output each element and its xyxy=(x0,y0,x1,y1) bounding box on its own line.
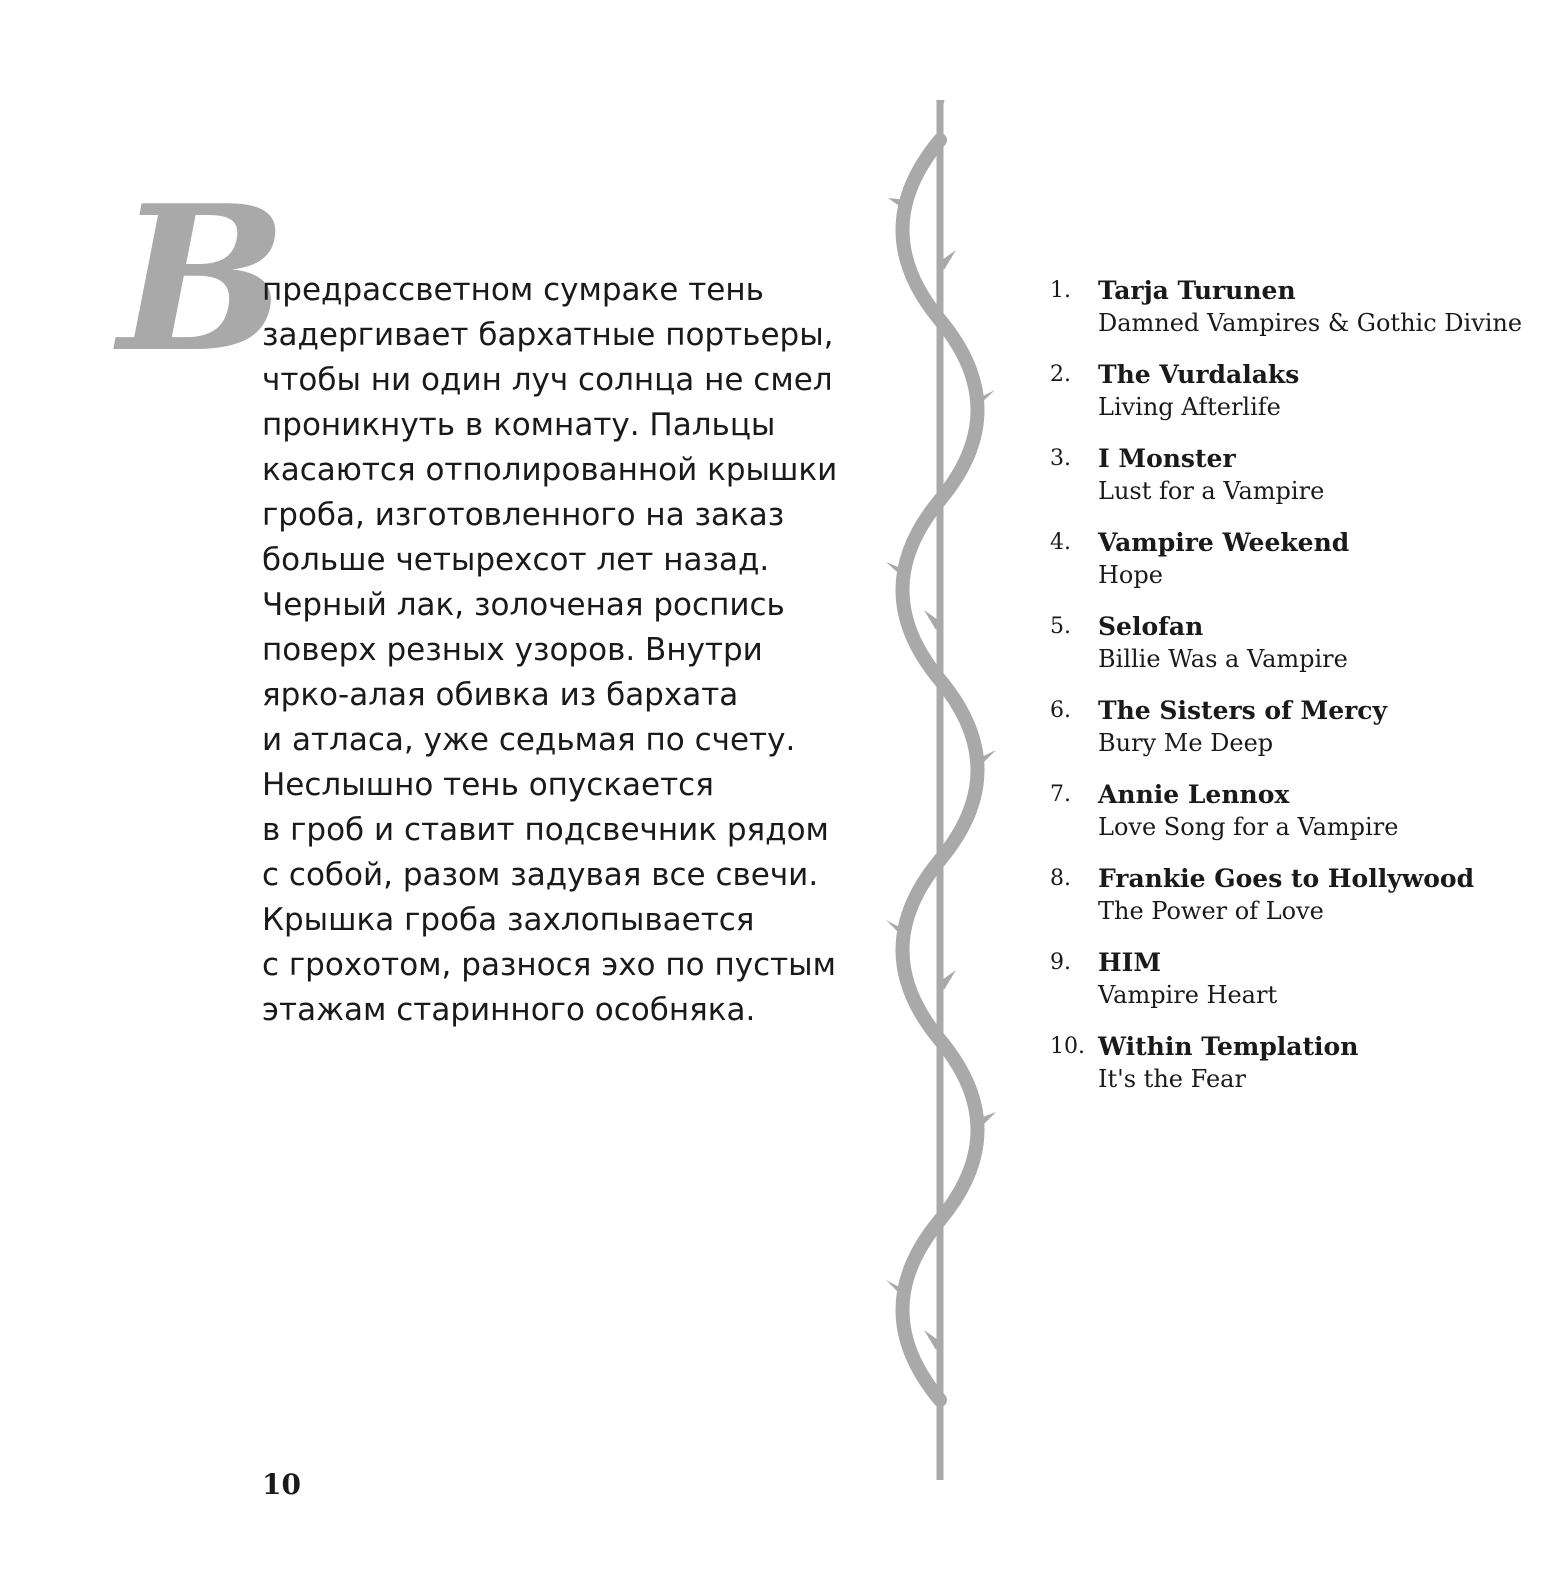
track-artist: The Vurdalaks xyxy=(1098,360,1300,389)
track-title: It's the Fear xyxy=(1098,1065,1246,1093)
track-artist: HIM xyxy=(1098,948,1161,977)
track-artist: The Sisters of Mercy xyxy=(1098,696,1388,725)
track-number: 6. xyxy=(1050,698,1071,723)
track-number: 8. xyxy=(1050,866,1071,891)
track-artist: I Monster xyxy=(1098,444,1236,473)
prose-line: задергивает бархатные портьеры, xyxy=(262,317,834,353)
track-number: 4. xyxy=(1050,530,1071,555)
track-item xyxy=(1050,442,1530,508)
track-artist: Vampire Weekend xyxy=(1098,528,1350,557)
track-item xyxy=(1050,358,1530,424)
prose-line: Неслышно тень опускается xyxy=(262,767,714,803)
track-item xyxy=(1050,274,1530,340)
page-number: 10 xyxy=(262,1468,301,1501)
track-title: Billie Was a Vampire xyxy=(1098,645,1348,673)
track-title: Vampire Heart xyxy=(1098,981,1278,1009)
track-item xyxy=(1050,946,1530,1012)
prose-line: касаются отполированной крышки xyxy=(262,452,838,488)
prose-line: предрассветном сумраке тень xyxy=(262,272,764,308)
drop-cap: В xyxy=(118,162,288,397)
track-item xyxy=(1050,694,1530,760)
track-artist: Annie Lennox xyxy=(1098,780,1290,809)
prose-line: гроба, изготовленного на заказ xyxy=(262,497,785,533)
prose-line: ярко-алая обивка из бархата xyxy=(262,677,739,713)
track-list xyxy=(1050,274,1530,1114)
track-artist: Within Templation xyxy=(1098,1032,1359,1061)
prose-line: Крышка гроба захлопывается xyxy=(262,902,755,938)
prose-line: с собой, разом задувая все свечи. xyxy=(262,857,819,893)
track-item xyxy=(1050,862,1530,928)
track-item xyxy=(1050,610,1530,676)
track-artist: Frankie Goes to Hollywood xyxy=(1098,864,1475,893)
prose-line: в гроб и ставит подсвечник рядом xyxy=(262,812,829,848)
track-number: 10. xyxy=(1050,1034,1085,1059)
track-number: 2. xyxy=(1050,362,1071,387)
track-number: 5. xyxy=(1050,614,1071,639)
track-title: Damned Vampires & Gothic Divine xyxy=(1098,309,1523,337)
prose-paragraph xyxy=(262,268,882,1033)
track-title: Lust for a Vampire xyxy=(1098,477,1325,505)
track-number: 7. xyxy=(1050,782,1071,807)
track-title: The Power of Love xyxy=(1098,897,1324,925)
track-item xyxy=(1050,1030,1530,1096)
track-item xyxy=(1050,778,1530,844)
track-title: Love Song for a Vampire xyxy=(1098,813,1399,841)
track-number: 1. xyxy=(1050,278,1071,303)
prose-line: этажам старинного особняка. xyxy=(262,992,756,1028)
prose-line: с грохотом, разнося эхо по пустым xyxy=(262,947,837,983)
track-number: 9. xyxy=(1050,950,1071,975)
prose-line: и атласа, уже седьмая по счету. xyxy=(262,722,796,758)
prose-line: больше четырехсот лет назад. xyxy=(262,542,770,578)
track-title: Bury Me Deep xyxy=(1098,729,1274,757)
prose-line: поверх резных узоров. Внутри xyxy=(262,632,763,668)
track-title: Hope xyxy=(1098,561,1163,589)
prose-line: проникнуть в комнату. Пальцы xyxy=(262,407,776,443)
track-number: 3. xyxy=(1050,446,1071,471)
prose-line: чтобы ни один луч солнца не смел xyxy=(262,362,833,398)
track-item xyxy=(1050,526,1530,592)
track-artist: Tarja Turunen xyxy=(1098,276,1296,305)
thorny-vine-ornament xyxy=(880,100,1030,1480)
track-title: Living Afterlife xyxy=(1098,393,1281,421)
track-artist: Selofan xyxy=(1098,612,1204,641)
prose-line: Черный лак, золоченая роспись xyxy=(262,587,785,623)
